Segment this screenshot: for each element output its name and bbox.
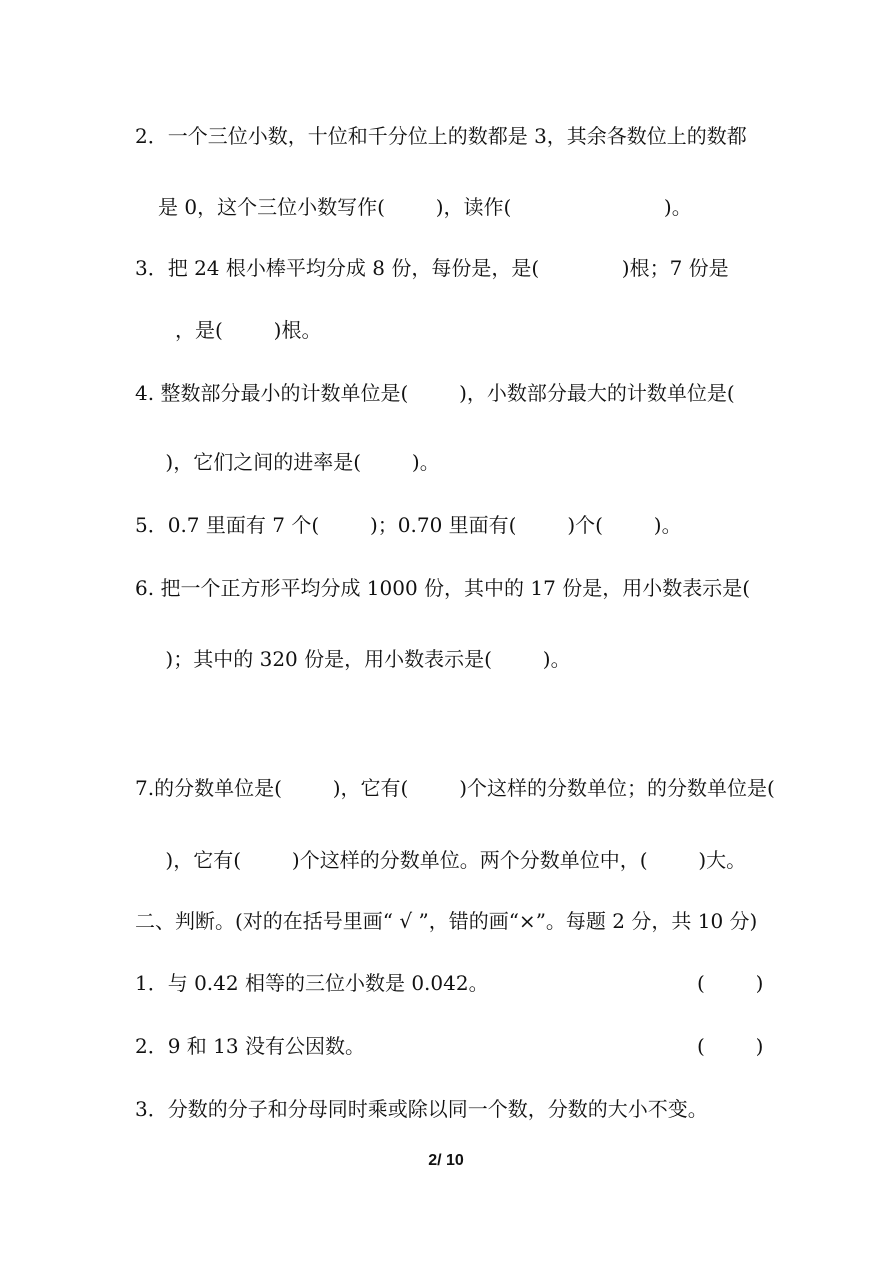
page-number: 2/ 10 (428, 1152, 464, 1169)
question-4-line-2: )，它们之间的进率是( )。 (140, 450, 440, 474)
judge-item-1-answer-paren: ( ) (697, 971, 764, 995)
judge-item-1-text: 1．与 0.42 相等的三位小数是 0.042。 (135, 971, 489, 995)
question-6-line-2: )；其中的 320 份是，用小数表示是( )。 (140, 647, 571, 671)
question-5-line-1: 5．0.7 里面有 7 个( )；0.70 里面有( )个( )。 (135, 513, 682, 537)
question-6-line-1: 6. 把一个正方形平均分成 1000 份，其中的 17 份是，用小数表示是( (135, 576, 751, 600)
judge-item-3-text: 3．分数的分子和分母同时乘或除以同一个数，分数的大小不变。 (135, 1097, 708, 1121)
question-7-line-1: 7.的分数单位是( )，它有( )个这样的分数单位；的分数单位是( (135, 776, 775, 800)
judge-item-2-text: 2．9 和 13 没有公因数。 (135, 1034, 365, 1058)
question-2-line-2: 是 0，这个三位小数写作( )，读作( )。 (158, 195, 692, 219)
question-3-line-2: ，是( )根。 (175, 318, 322, 342)
question-4-line-1: 4. 整数部分最小的计数单位是( )，小数部分最大的计数单位是( (135, 381, 735, 405)
section-two-heading: 二、判断。(对的在括号里画“ √ ”，错的画“×”。每题 2 分，共 10 分) (135, 909, 758, 933)
question-7-line-2: )，它有( )个这样的分数单位。两个分数单位中，( )大。 (140, 848, 747, 872)
judge-item-2-answer-paren: ( ) (697, 1034, 764, 1058)
question-3-line-1: 3．把 24 根小棒平均分成 8 份，每份是，是( )根；7 份是 (135, 256, 729, 280)
question-2-line-1: 2．一个三位小数，十位和千分位上的数都是 3，其余各数位上的数都 (135, 124, 747, 148)
